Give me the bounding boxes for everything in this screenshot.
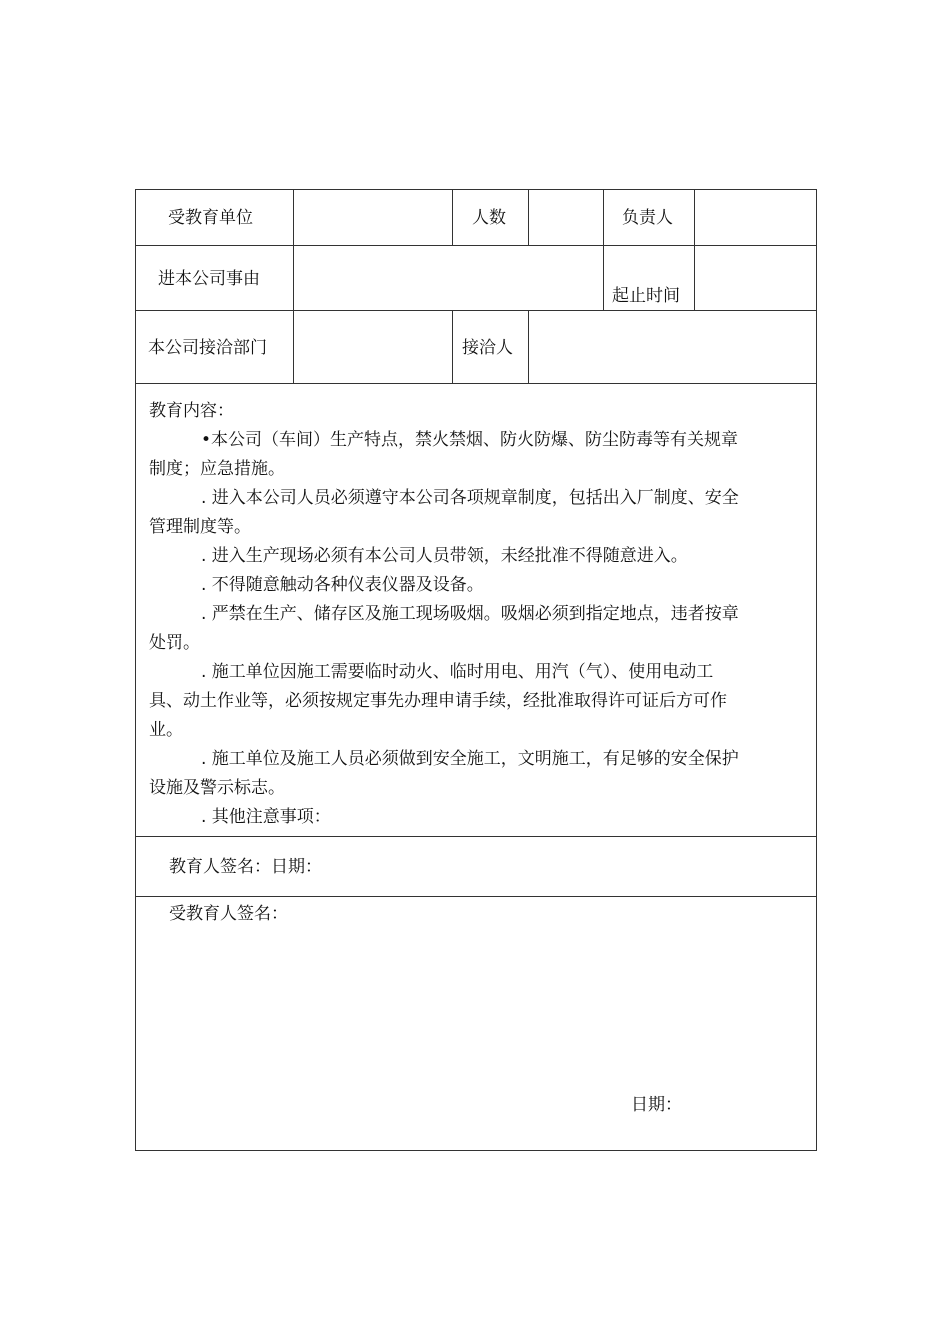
content-line: 设施及警示标志。 bbox=[149, 778, 285, 798]
dept-label: 本公司接洽部门 bbox=[148, 338, 267, 358]
education-content bbox=[149, 397, 805, 832]
contact-label: 接洽人 bbox=[462, 338, 513, 358]
column-divider bbox=[694, 190, 695, 310]
content-title: 教育内容： bbox=[149, 401, 234, 421]
reason-label: 进本公司事由 bbox=[158, 269, 260, 289]
row-divider bbox=[136, 383, 816, 384]
content-line: 业。 bbox=[149, 720, 183, 740]
column-divider bbox=[452, 310, 453, 383]
row-divider bbox=[136, 896, 816, 897]
row-divider bbox=[136, 245, 816, 246]
content-line: 处罚。 bbox=[149, 633, 200, 653]
column-divider bbox=[528, 190, 529, 245]
column-divider bbox=[293, 190, 294, 383]
content-line: . 不得随意触动各种仪表仪器及设备。 bbox=[201, 575, 484, 595]
content-line: . 进入生产现场必须有本公司人员带领，未经批准不得随意进入。 bbox=[201, 546, 688, 566]
column-divider bbox=[528, 310, 529, 383]
trainee-date-label: 日期： bbox=[631, 1095, 682, 1115]
content-line: 制度；应急措施。 bbox=[149, 459, 285, 479]
trainee-signature-label: 受教育人签名： bbox=[169, 904, 288, 924]
educator-signature-label: 教育人签名：日期： bbox=[169, 857, 322, 877]
column-divider bbox=[603, 190, 604, 310]
unit-label: 受教育单位 bbox=[168, 208, 253, 228]
content-line: . 严禁在生产、储存区及施工现场吸烟。吸烟必须到指定地点，违者按章 bbox=[201, 604, 739, 624]
content-line: . 施工单位因施工需要临时动火、临时用电、用汽（气）、使用电动工 bbox=[201, 662, 714, 682]
content-line: . 施工单位及施工人员必须做到安全施工，文明施工，有足够的安全保护 bbox=[201, 749, 739, 769]
column-divider bbox=[452, 190, 453, 245]
content-line: . 进入本公司人员必须遵守本公司各项规章制度，包括出入厂制度、安全 bbox=[201, 488, 739, 508]
row-divider bbox=[136, 310, 816, 311]
row-divider bbox=[136, 836, 816, 837]
count-label: 人数 bbox=[472, 208, 506, 228]
safety-education-form bbox=[135, 189, 817, 1151]
period-label: 起止时间 bbox=[612, 286, 680, 306]
leader-label: 负责人 bbox=[622, 208, 673, 228]
content-line: 管理制度等。 bbox=[149, 517, 251, 537]
content-line: . 其他注意事项： bbox=[201, 807, 331, 827]
content-line: •本公司（车间）生产特点，禁火禁烟、防火防爆、防尘防毒等有关规章 bbox=[201, 430, 739, 450]
content-line: 具、动土作业等，必须按规定事先办理申请手续，经批准取得许可证后方可作 bbox=[149, 691, 727, 711]
